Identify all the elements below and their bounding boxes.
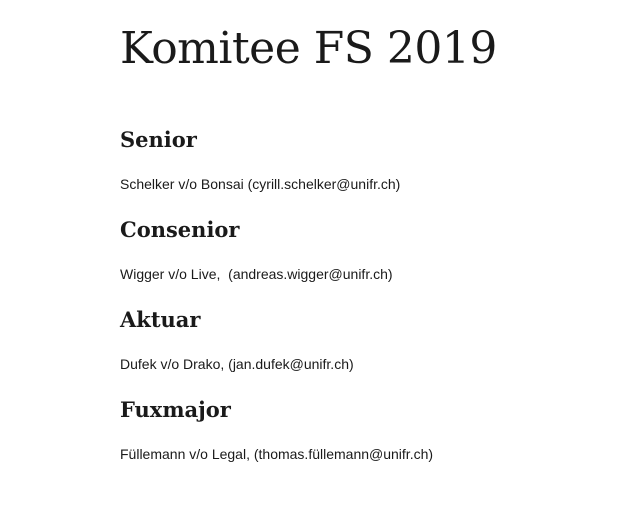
member-contact: Füllemann v/o Legal, (thomas.füllemann@unifr.ch) — [120, 446, 434, 462]
section-heading: Consenior — [120, 217, 240, 242]
member-contact: Wigger v/o Live, (andreas.wigger@unifr.ch) — [120, 266, 393, 282]
section-heading: Fuxmajor — [120, 397, 231, 422]
section-senior — [120, 126, 620, 194]
section-aktuar — [120, 306, 620, 374]
page-title: Komitee FS 2019 — [120, 23, 497, 74]
section-fuxmajor — [120, 396, 620, 464]
member-contact: Dufek v/o Drako, (jan.dufek@unifr.ch) — [120, 356, 354, 372]
member-contact: Schelker v/o Bonsai (cyrill.schelker@unifr.ch) — [120, 176, 401, 192]
section-heading: Aktuar — [120, 307, 201, 332]
section-heading: Senior — [120, 127, 197, 152]
section-consenior — [120, 216, 620, 284]
content — [120, 20, 620, 486]
